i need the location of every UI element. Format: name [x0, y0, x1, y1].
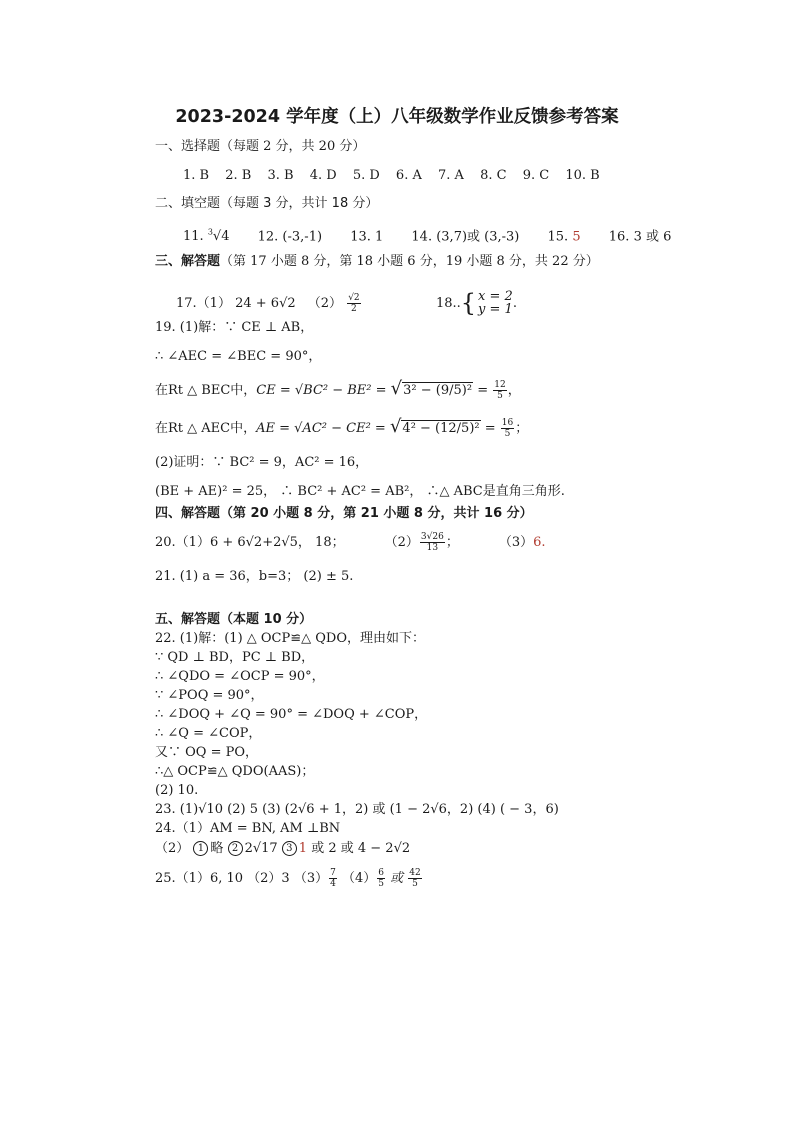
answer-14: 14. (3,7)或 (3,-3): [411, 229, 520, 245]
answer-1: 1. B: [183, 168, 210, 183]
answer-4: 4. D: [309, 168, 337, 183]
section-3-heading: 三、解答题（第 17 小题 8 分，第 18 小题 6 分，19 小题 8 分，共 22 分）: [155, 254, 599, 269]
answer-12: 12. (-3,-1): [257, 229, 323, 245]
q19-line-3: 在Rt △ BEC中，CE = √BC² − BE² = √3² − (9/5)² = $\frac{12}{5}$ ，: [155, 378, 521, 401]
q24-line-1: 24.（1）AM = BN, AM ⊥BN: [155, 821, 341, 836]
section-4-heading: 四、解答题（第 20 小题 8 分，第 21 小题 8 分，共计 16 分）: [155, 506, 533, 521]
q21-answer: 21. (1) a = 36，b=3； (2) ± 5.: [155, 569, 354, 584]
answer-7: 7. A: [438, 168, 464, 183]
q22-line-3: ∴ ∠QDO = ∠OCP = 90°，: [155, 669, 325, 684]
q19-line-1: 19. (1)解：∵ CE ⊥ AB，: [155, 320, 314, 335]
q17-q18-answers: [176, 290, 517, 317]
section-5-heading: 五、解答题（本题 10 分）: [155, 612, 313, 627]
q22-line-5: ∴ ∠DOQ + ∠Q = 90° = ∠DOQ + ∠COP，: [155, 707, 428, 722]
section-2-answers: [183, 225, 671, 245]
circled-number-1: 1: [193, 841, 208, 856]
section-2-heading: 二、填空题（每题 3 分，共计 18 分）: [155, 196, 379, 211]
q22-line-9: (2) 10.: [155, 783, 199, 798]
answer-6: 6. A: [395, 168, 422, 183]
answer-11: 11. $^3$√4: [183, 228, 230, 245]
answer-8: 8. C: [480, 168, 507, 183]
q18-answer: 18..{ x = 2 y = 1.: [435, 289, 517, 317]
q22-line-6: ∴ ∠Q = ∠COP，: [155, 726, 262, 741]
section-1-heading: 一、选择题（每题 2 分，共 20 分）: [155, 139, 366, 154]
circled-number-2: 2: [228, 841, 243, 856]
q20-answer: 20.（1）6 + 6√2+2√5， 18； （2） $\frac{3√26}{13}$ ； （3）6.: [155, 532, 546, 553]
answer-10: 10. B: [565, 168, 600, 183]
answer-15: 15. 5: [547, 229, 581, 245]
page-title: 2023-2024 学年度（上）八年级数学作业反馈参考答案: [175, 107, 619, 127]
q23-answer: 23. (1)√10 (2) 5 (3) (2√6 + 1，2) 或 (1 − 2√6，2) (4) ( − 3，6): [155, 802, 559, 817]
answer-13: 13. 1: [350, 229, 384, 245]
q22-line-7: 又∵ OQ = PO，: [155, 745, 259, 760]
answer-5: 5. D: [352, 168, 380, 183]
q19-line-2: ∴ ∠AEC = ∠BEC = 90°，: [155, 349, 322, 364]
q22-line-1: 22. (1)解：(1) △ OCP≌△ QDO，理由如下：: [155, 631, 426, 646]
q19-line-4: 在Rt △ AEC中，AE = √AC² − CE² = √4² − (12/5)² = $\frac{16}{5}$ ；: [155, 416, 529, 439]
q22-line-2: ∵ QD ⊥ BD，PC ⊥ BD，: [155, 650, 315, 665]
q25-answer: 25.（1）6, 10 （2）3 （3） $\frac{7}{4}$ （4） $\frac{6}{5}$ 或 $\frac{42}{5}$: [155, 868, 421, 889]
q17-answer: 17.（1） 24 + 6√2 （2） $\frac{√2}{2}$: [176, 292, 360, 314]
answer-9: 9. C: [522, 168, 550, 183]
q22-line-8: ∴△ OCP≌△ QDO(AAS)；: [155, 764, 315, 779]
answer-3: 3. B: [267, 168, 294, 183]
q19-line-5: (2)证明：∵ BC² = 9，AC² = 16，: [155, 455, 369, 470]
answer-16: 16. 3 或 6: [608, 229, 672, 245]
q24-line-2: （2） 1 略 2 2√17 3 1 或 2 或 4 − 2√2: [155, 841, 411, 856]
answer-2: 2. B: [225, 168, 252, 183]
section-1-answers: [183, 168, 600, 184]
q19-line-6: (BE + AE)² = 25， ∴ BC² + AC² = AB²， ∴△ ABC是直角三角形.: [155, 484, 565, 499]
circled-number-3: 3: [282, 841, 297, 856]
q22-line-4: ∵ ∠POQ = 90°，: [155, 688, 264, 703]
